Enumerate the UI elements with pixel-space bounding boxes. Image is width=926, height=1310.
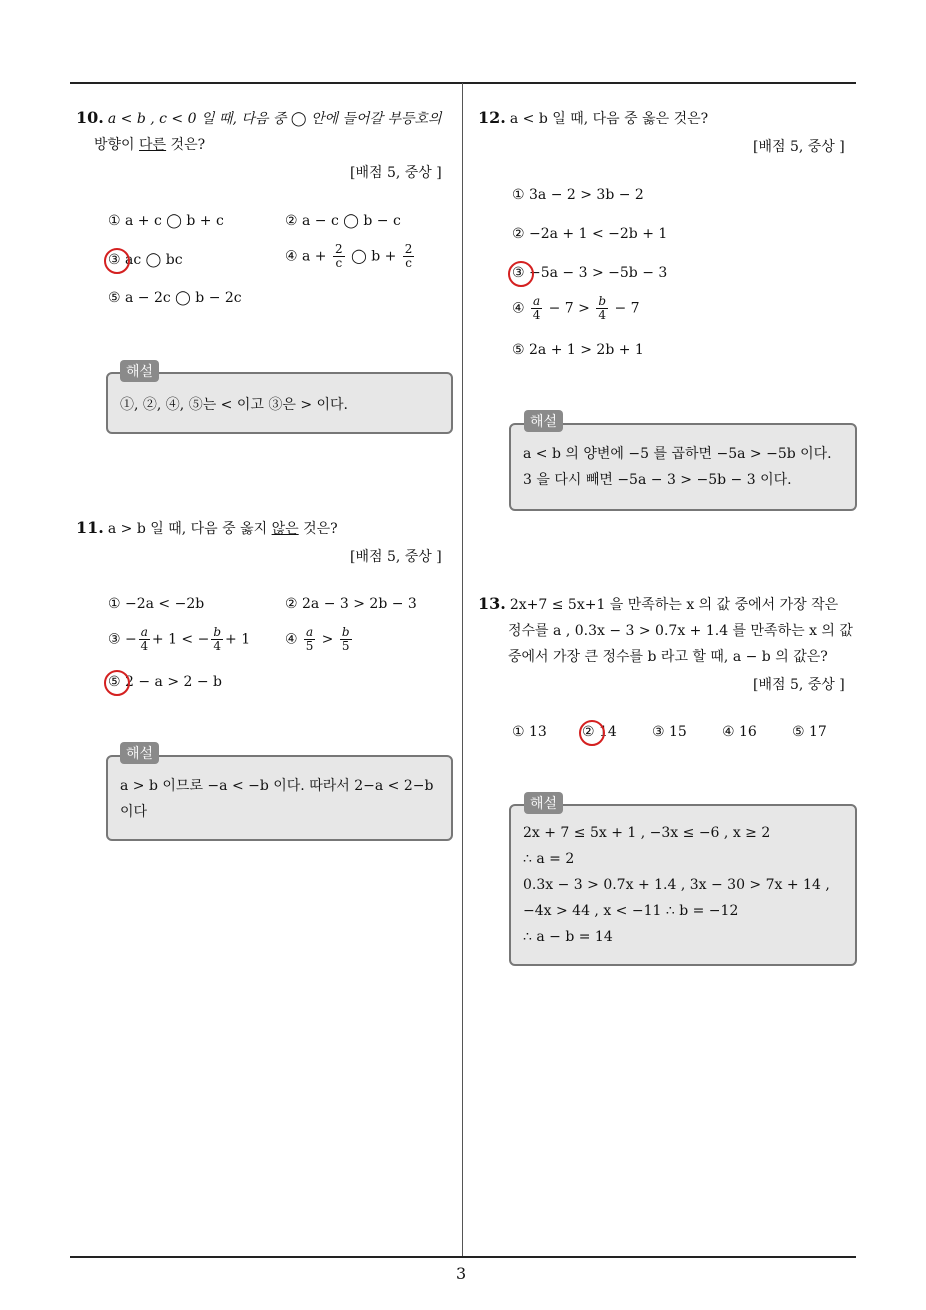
top-rule [70, 82, 856, 84]
score-label: [배점 5, 중상 ] [350, 165, 442, 181]
answer-circle [508, 261, 534, 287]
explanation-text: a > b 이므로 −a < −b 이다. 따라서 2−a < 2−b [120, 778, 434, 794]
question-11 [76, 515, 456, 542]
choice-2[interactable]: ② −2a + 1 < −2b + 1 [512, 226, 668, 242]
explanation-text: 0.3x − 3 > 0.7x + 1.4 , 3x − 30 > 7x + 14 , [523, 877, 830, 893]
question-number: 12. [478, 108, 506, 127]
question-text: a > b 일 때, 다음 중 옳지 [107, 521, 272, 537]
choice-4[interactable] [512, 295, 640, 322]
explanation-tag: 해설 [120, 360, 159, 382]
question-number: 13. [478, 594, 506, 613]
numerator: a [533, 294, 541, 308]
numerator: b [598, 294, 607, 308]
numerator: a [306, 625, 314, 639]
bottom-rule [70, 1256, 856, 1258]
underlined-word: 다른 [139, 137, 167, 153]
denominator: c [405, 256, 412, 270]
explanation-box [509, 423, 857, 511]
denominator: 4 [140, 639, 149, 653]
choice-text: + 1 [225, 631, 251, 648]
denominator: 4 [213, 639, 221, 653]
explanation-tag: 해설 [524, 410, 563, 432]
explanation-text: ①, ②, ④, ⑤는 < 이고 ③은 > 이다. [120, 397, 349, 413]
question-10 [76, 105, 456, 158]
score-label: [배점 5, 중상 ] [350, 549, 442, 565]
question-text: 것은? [298, 521, 338, 537]
question-text: 2x+7 ≤ 5x+1 을 만족하는 x 의 값 중에서 가장 작은 [509, 597, 839, 613]
explanation-text: 이다 [120, 804, 148, 820]
choice-5[interactable]: ⑤ 17 [792, 724, 827, 740]
choice-4[interactable] [285, 626, 354, 653]
choice-text: ④ [512, 300, 525, 317]
question-text: a < b 일 때, 다음 중 옳은 것은? [509, 111, 709, 127]
question-text: a < b , c < 0 일 때, 다음 중 ◯ 안에 들어갈 부등호의 [107, 111, 442, 127]
choice-text: − 7 [614, 300, 640, 317]
explanation-box [106, 372, 453, 434]
question-text: 것은? [166, 137, 206, 153]
fraction [139, 626, 150, 653]
choice-1[interactable]: ① 3a − 2 > 3b − 2 [512, 187, 644, 203]
choice-text: − 7 > [548, 300, 590, 317]
column-divider [462, 83, 463, 1258]
choice-3[interactable]: ③ 15 [652, 724, 687, 740]
fraction [304, 626, 315, 653]
denominator: c [335, 256, 343, 270]
question-13 [478, 591, 860, 670]
question-text: 정수를 a , 0.3x − 3 > 0.7x + 1.4 를 만족하는 x 의 값 [508, 623, 853, 639]
choice-5[interactable]: ⑤ 2a + 1 > 2b + 1 [512, 342, 644, 358]
explanation-tag: 해설 [120, 742, 159, 764]
denominator: 5 [305, 639, 314, 653]
denominator: 5 [341, 639, 350, 653]
choice-5[interactable]: ⑤ a − 2c ◯ b − 2c [108, 290, 242, 306]
fraction [340, 626, 352, 653]
choice-text: ③ − [108, 631, 137, 648]
choice-text: > [321, 631, 334, 648]
denominator: 4 [598, 308, 607, 322]
answer-circle [104, 248, 130, 274]
choice-5[interactable]: ⑤ 2 − a > 2 − b [108, 674, 223, 690]
choice-4[interactable]: ④ 16 [722, 724, 757, 740]
answer-circle [104, 670, 130, 696]
choice-text: ◯ b + [351, 248, 397, 265]
question-number: 11. [76, 518, 104, 537]
underlined-word: 않은 [271, 521, 299, 537]
numerator: b [213, 625, 222, 639]
explanation-box [509, 804, 857, 966]
choice-text: + 1 < − [151, 631, 210, 648]
explanation-text: ∴ a − b = 14 [523, 929, 613, 945]
question-12 [478, 105, 858, 132]
question-text: 방향이 [94, 137, 140, 153]
explanation-tag: 해설 [524, 792, 563, 814]
choice-text: ④ [285, 631, 298, 648]
fraction [403, 243, 415, 270]
numerator: a [140, 625, 148, 639]
numerator: b [341, 625, 350, 639]
question-number: 10. [76, 108, 104, 127]
explanation-text: 3 을 다시 빼면 −5a − 3 > −5b − 3 이다. [523, 472, 792, 488]
choice-text: ④ a + [285, 248, 327, 265]
choice-1[interactable]: ① a + c ◯ b + c [108, 213, 224, 229]
denominator: 4 [532, 308, 541, 322]
question-text: 중에서 가장 큰 정수를 b 라고 할 때, a − b 의 값은? [508, 649, 828, 665]
choice-2[interactable]: ② 14 [582, 724, 617, 740]
score-label: [배점 5, 중상 ] [753, 139, 845, 155]
answer-circle [579, 720, 605, 746]
fraction [531, 295, 542, 322]
explanation-text: 2x + 7 ≤ 5x + 1 , −3x ≤ −6 , x ≥ 2 [523, 825, 771, 841]
choice-1[interactable]: ① −2a < −2b [108, 596, 205, 612]
choice-3[interactable]: ③ −5a − 3 > −5b − 3 [512, 265, 668, 281]
score-label: [배점 5, 중상 ] [753, 677, 845, 693]
page-number: 3 [456, 1264, 467, 1283]
choice-3[interactable]: ③ ac ◯ bc [108, 252, 183, 268]
choice-1[interactable]: ① 13 [512, 724, 547, 740]
explanation-text: a < b 의 양변에 −5 를 곱하면 −5a > −5b 이다. [523, 446, 832, 462]
fraction [596, 295, 608, 322]
numerator: 2 [334, 242, 343, 256]
explanation-text: −4x > 44 , x < −11 ∴ b = −12 [523, 903, 739, 919]
choice-2[interactable]: ② 2a − 3 > 2b − 3 [285, 596, 417, 612]
choice-4[interactable] [285, 243, 416, 270]
explanation-text: ∴ a = 2 [523, 851, 575, 867]
choice-2[interactable]: ② a − c ◯ b − c [285, 213, 401, 229]
numerator: 2 [404, 242, 413, 256]
fraction [211, 626, 223, 653]
fraction [333, 243, 345, 270]
explanation-box [106, 755, 453, 841]
choice-3[interactable] [108, 626, 250, 653]
